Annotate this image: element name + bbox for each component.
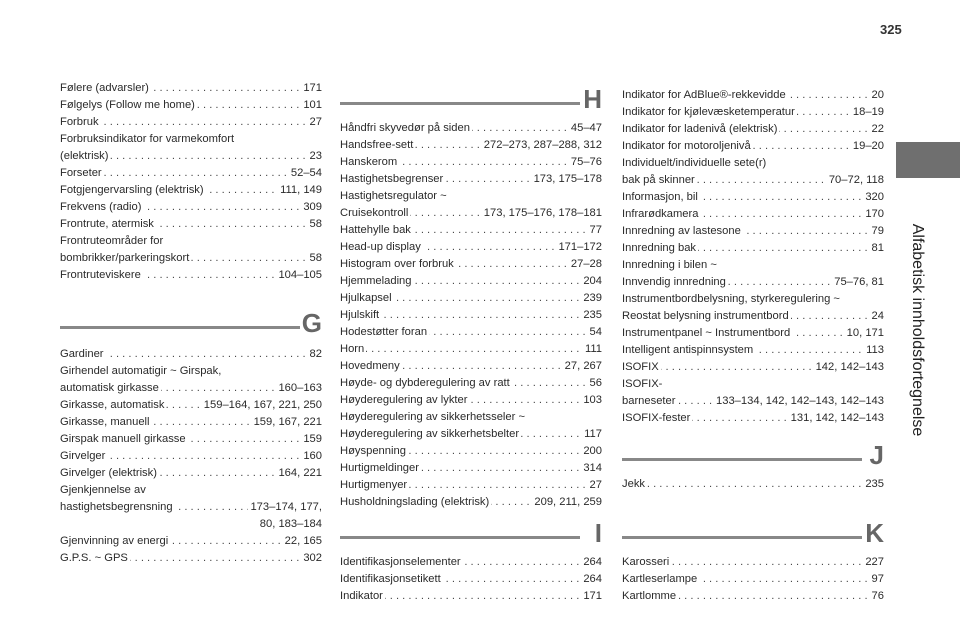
- index-entry: [60, 482, 322, 499]
- index-pages: 159, 167, 221: [252, 414, 322, 431]
- index-entry: [60, 131, 322, 148]
- index-pages: 204: [581, 273, 602, 290]
- index-block-i-cont: [622, 87, 884, 427]
- letter-heading-k: [622, 518, 884, 558]
- index-pages: 80, 183–184: [259, 518, 322, 530]
- index-term: Girkasse, manuell: [60, 414, 152, 431]
- index-entry: [340, 460, 602, 477]
- index-entry: [622, 410, 884, 427]
- index-pages: 209, 211, 259: [532, 494, 602, 511]
- index-term: bombrikker/parkeringskort: [60, 250, 191, 267]
- index-term: Hastighetsregulator ~: [340, 188, 449, 205]
- index-pages: 24: [870, 308, 884, 325]
- side-title: Alfabetisk innholdsfortegnelse: [909, 223, 926, 437]
- index-term: Handsfree-sett: [340, 137, 415, 154]
- index-term: Infrarødkamera: [622, 206, 700, 223]
- index-term: Girvelger (elektrisk): [60, 465, 159, 482]
- index-term: Forseter: [60, 165, 104, 182]
- index-term: Innredning bak: [622, 240, 698, 257]
- index-pages: 27, 267: [563, 358, 602, 375]
- index-pages: 81: [870, 240, 884, 257]
- index-entry: [622, 172, 884, 189]
- index-pages: 111, 149: [278, 182, 322, 199]
- index-term: Hurtigmeldinger: [340, 460, 421, 477]
- index-entry: [340, 392, 602, 409]
- index-entry: [622, 155, 884, 172]
- index-term: hastighetsbegrensning: [60, 499, 175, 516]
- index-entry: [622, 291, 884, 308]
- index-entry: [622, 588, 884, 605]
- index-pages: 19–20: [851, 138, 884, 155]
- index-term: Følgelys (Follow me home): [60, 97, 197, 114]
- index-entry: [622, 104, 884, 121]
- index-term: Innredning av lastesone: [622, 223, 743, 240]
- index-entry: [340, 239, 602, 256]
- index-pages: 264: [581, 554, 602, 571]
- index-term: Høyderegulering av sikkerhetsseler ~: [340, 409, 527, 426]
- index-pages: 56: [588, 375, 602, 392]
- index-entry: [340, 188, 602, 205]
- index-entry: [60, 533, 322, 550]
- index-entry: [340, 375, 602, 392]
- index-term: Hastighetsbegrenser: [340, 171, 445, 188]
- index-entry: [60, 250, 322, 267]
- index-term: Identifikasjonselementer: [340, 554, 463, 571]
- index-entry: [60, 346, 322, 363]
- index-pages: 264: [581, 571, 602, 588]
- index-entry: [60, 465, 322, 482]
- index-entry: [622, 308, 884, 325]
- index-entry: [622, 571, 884, 588]
- divider: [340, 102, 580, 105]
- index-term: barneseter: [622, 393, 678, 410]
- index-pages: 76: [870, 588, 884, 605]
- index-term: Gjenkjennelse av: [60, 482, 148, 499]
- divider: [340, 536, 580, 539]
- index-entry: [60, 397, 322, 414]
- index-pages: 58: [308, 216, 322, 233]
- index-term: Intelligent antispinnsystem: [622, 342, 755, 359]
- index-term: Frontruteområder for: [60, 233, 165, 250]
- index-pages: 18–19: [851, 104, 884, 121]
- index-entry: [60, 516, 322, 533]
- index-term: Frontrute, atermisk: [60, 216, 156, 233]
- index-pages: 239: [581, 290, 602, 307]
- index-term: Hattehylle bak: [340, 222, 413, 239]
- index-pages: 142, 142–143: [814, 359, 884, 376]
- divider: [60, 326, 300, 329]
- index-pages: 309: [301, 199, 322, 216]
- index-term: Individuelt/individuelle sete(r): [622, 155, 768, 172]
- index-term: ISOFIX: [622, 359, 661, 376]
- index-entry: [340, 426, 602, 443]
- index-pages: 58: [308, 250, 322, 267]
- index-pages: 173, 175–178: [532, 171, 602, 188]
- index-block-i: [340, 554, 602, 605]
- index-pages: 171: [581, 588, 602, 605]
- index-term: Høyspenning: [340, 443, 408, 460]
- index-block-g: [60, 346, 322, 567]
- index-pages: 27: [588, 477, 602, 494]
- index-pages: 79: [870, 223, 884, 240]
- index-term: Girkasse, automatisk: [60, 397, 166, 414]
- index-entry: [340, 409, 602, 426]
- index-entry: [622, 257, 884, 274]
- index-pages: 104–105: [276, 267, 322, 284]
- index-term: Høyderegulering av sikkerhetsbelter: [340, 426, 521, 443]
- index-term: Girspak manuell girkasse: [60, 431, 188, 448]
- index-term: Hodestøtter foran: [340, 324, 429, 341]
- index-pages: 54: [588, 324, 602, 341]
- index-term: Innvendig innredning: [622, 274, 728, 291]
- index-pages: 10, 171: [845, 325, 884, 342]
- index-block-k: [622, 554, 884, 605]
- index-pages: 22: [870, 121, 884, 138]
- index-pages: 103: [581, 392, 602, 409]
- index-term: Indikator for motoroljenivå: [622, 138, 753, 155]
- divider: [622, 458, 862, 461]
- index-pages: 70–72, 118: [827, 172, 884, 189]
- index-entry: [340, 290, 602, 307]
- index-pages: 82: [308, 346, 322, 363]
- index-entry: [60, 148, 322, 165]
- index-term: Høyderegulering av lykter: [340, 392, 469, 409]
- index-pages: 173–174, 177,: [248, 499, 322, 516]
- index-term: Hjemmelading: [340, 273, 414, 290]
- index-entry: [340, 477, 602, 494]
- index-entry: [60, 380, 322, 397]
- index-term: Hjulskift: [340, 307, 381, 324]
- index-entry: [340, 358, 602, 375]
- index-entry: [340, 154, 602, 171]
- index-term: ISOFIX-: [622, 376, 664, 393]
- index-pages: 117: [582, 426, 602, 443]
- index-entry: [340, 137, 602, 154]
- index-pages: 101: [301, 97, 322, 114]
- letter-h: H: [583, 84, 602, 114]
- index-pages: 27–28: [569, 256, 602, 273]
- index-entry: [622, 121, 884, 138]
- index-pages: 302: [301, 550, 322, 567]
- index-term: Innredning i bilen ~: [622, 257, 719, 274]
- index-entry: [622, 189, 884, 206]
- index-term: G.P.S. ~ GPS: [60, 550, 130, 567]
- index-pages: 200: [581, 443, 602, 460]
- index-entry: [340, 273, 602, 290]
- index-entry: [340, 588, 602, 605]
- index-term: (elektrisk): [60, 148, 110, 165]
- index-pages: 170: [863, 206, 884, 223]
- index-pages: 131, 142, 142–143: [789, 410, 884, 427]
- index-term: Histogram over forbruk: [340, 256, 456, 273]
- letter-heading-h: [340, 84, 602, 124]
- index-entry: [622, 240, 884, 257]
- index-pages: 160–163: [276, 380, 322, 397]
- index-entry: [60, 199, 322, 216]
- index-term: Instrumentpanel ~ Instrumentbord: [622, 325, 792, 342]
- index-pages: 159: [301, 431, 322, 448]
- index-entry: [622, 359, 884, 376]
- letter-heading-i: [340, 518, 602, 558]
- index-term: Fotgjengervarsling (elektrisk): [60, 182, 206, 199]
- index-term: Forbruk: [60, 114, 101, 131]
- index-term: Kartlomme: [622, 588, 678, 605]
- index-entry: [60, 182, 322, 199]
- index-block-j: [622, 476, 884, 493]
- index-entry: [60, 448, 322, 465]
- index-entry: [340, 307, 602, 324]
- index-pages: 164, 221: [276, 465, 322, 482]
- index-entry: [60, 165, 322, 182]
- index-entry: [60, 216, 322, 233]
- index-entry: [60, 267, 322, 284]
- letter-i: I: [594, 518, 602, 548]
- index-entry: [60, 499, 322, 516]
- index-term: Indikator for ladenivå (elektrisk): [622, 121, 779, 138]
- index-pages: 27: [308, 114, 322, 131]
- index-entry: [340, 222, 602, 239]
- index-pages: 20: [870, 87, 884, 104]
- index-term: Instrumentbordbelysning, styrkeregulering ~: [622, 291, 842, 308]
- index-term: Informasjon, bil: [622, 189, 700, 206]
- index-entry: [622, 393, 884, 410]
- index-entry: [340, 494, 602, 511]
- index-pages: 160: [301, 448, 322, 465]
- index-term: Karosseri: [622, 554, 671, 571]
- index-entry: [60, 431, 322, 448]
- index-entry: [340, 171, 602, 188]
- letter-j: J: [869, 440, 884, 470]
- index-term: Reostat belysning instrumentbord: [622, 308, 791, 325]
- index-term: Jekk: [622, 476, 647, 493]
- letter-heading-g: [60, 308, 322, 348]
- index-term: Forbruksindikator for varmekomfort: [60, 131, 236, 148]
- index-pages: 52–54: [289, 165, 322, 182]
- index-entry: [340, 120, 602, 137]
- index-term: Head-up display: [340, 239, 423, 256]
- page-number: 325: [880, 22, 902, 37]
- index-pages: 133–134, 142, 142–143, 142–143: [714, 393, 884, 410]
- letter-g: G: [301, 308, 322, 338]
- index-term: Husholdningslading (elektrisk): [340, 494, 491, 511]
- index-entry: [60, 550, 322, 567]
- index-term: Identifikasjonsetikett: [340, 571, 443, 588]
- index-term: Følere (advarsler): [60, 80, 151, 97]
- index-pages: 111: [583, 341, 602, 358]
- index-entry: [340, 205, 602, 222]
- index-term: Girhendel automatigir ~ Girspak,: [60, 363, 223, 380]
- index-entry: [622, 325, 884, 342]
- index-pages: 23: [308, 148, 322, 165]
- side-title-box: [897, 210, 937, 450]
- index-term: Gjenvinning av energi: [60, 533, 170, 550]
- index-pages: 171: [301, 80, 322, 97]
- index-entry: [60, 114, 322, 131]
- index-term: Indikator for AdBlue®-rekkevidde: [622, 87, 788, 104]
- index-term: Frekvens (radio): [60, 199, 143, 216]
- index-entry: [622, 87, 884, 104]
- letter-k: K: [865, 518, 884, 548]
- index-term: Hovedmeny: [340, 358, 402, 375]
- index-entry: [622, 376, 884, 393]
- index-entry: [60, 363, 322, 380]
- index-entry: [340, 554, 602, 571]
- index-term: ISOFIX-fester: [622, 410, 692, 427]
- index-pages: 97: [870, 571, 884, 588]
- index-term: Hurtigmenyer: [340, 477, 409, 494]
- index-term: Hanskerom: [340, 154, 399, 171]
- index-pages: 75–76: [569, 154, 602, 171]
- index-term: Hjulkapsel: [340, 290, 394, 307]
- index-term: automatisk girkasse: [60, 380, 161, 397]
- index-pages: 22, 165: [283, 533, 322, 550]
- index-pages: 77: [588, 222, 602, 239]
- index-pages: 272–273, 287–288, 312: [482, 137, 602, 154]
- index-term: Høyde- og dybderegulering av ratt: [340, 375, 512, 392]
- index-entry: [340, 443, 602, 460]
- index-entry: [340, 324, 602, 341]
- index-block-f: [60, 80, 322, 284]
- index-pages: 320: [863, 189, 884, 206]
- index-block-h: [340, 120, 602, 511]
- index-pages: 235: [581, 307, 602, 324]
- index-pages: 113: [864, 342, 884, 359]
- index-entry: [622, 554, 884, 571]
- index-pages: 227: [863, 554, 884, 571]
- index-entry: [340, 341, 602, 358]
- index-entry: [622, 476, 884, 493]
- index-pages: 235: [863, 476, 884, 493]
- index-entry: [622, 223, 884, 240]
- index-term: Gardiner: [60, 346, 106, 363]
- index-pages: 45–47: [569, 120, 602, 137]
- index-entry: [622, 342, 884, 359]
- index-pages: 314: [581, 460, 602, 477]
- index-pages: 173, 175–176, 178–181: [482, 205, 602, 222]
- index-term: Horn: [340, 341, 366, 358]
- index-entry: [60, 80, 322, 97]
- index-pages: 159–164, 167, 221, 250: [202, 397, 322, 414]
- index-entry: [60, 97, 322, 114]
- index-entry: [340, 571, 602, 588]
- index-term: Indikator: [340, 588, 385, 605]
- divider: [622, 536, 862, 539]
- index-pages: 75–76, 81: [832, 274, 884, 291]
- index-entry: [622, 274, 884, 291]
- index-term: Girvelger: [60, 448, 107, 465]
- index-term: bak på skinner: [622, 172, 697, 189]
- index-term: Cruisekontroll: [340, 205, 410, 222]
- index-term: Håndfri skyvedør på siden: [340, 120, 472, 137]
- index-term: Indikator for kjølevæsketemperatur: [622, 104, 797, 121]
- index-entry: [60, 233, 322, 250]
- index-term: Kartleserlampe: [622, 571, 699, 588]
- letter-heading-j: [622, 440, 884, 480]
- index-entry: [622, 138, 884, 155]
- section-tab: [896, 142, 960, 178]
- index-entry: [340, 256, 602, 273]
- index-entry: [60, 414, 322, 431]
- index-entry: [622, 206, 884, 223]
- index-term: Frontruteviskere: [60, 267, 143, 284]
- index-pages: 171–172: [556, 239, 602, 256]
